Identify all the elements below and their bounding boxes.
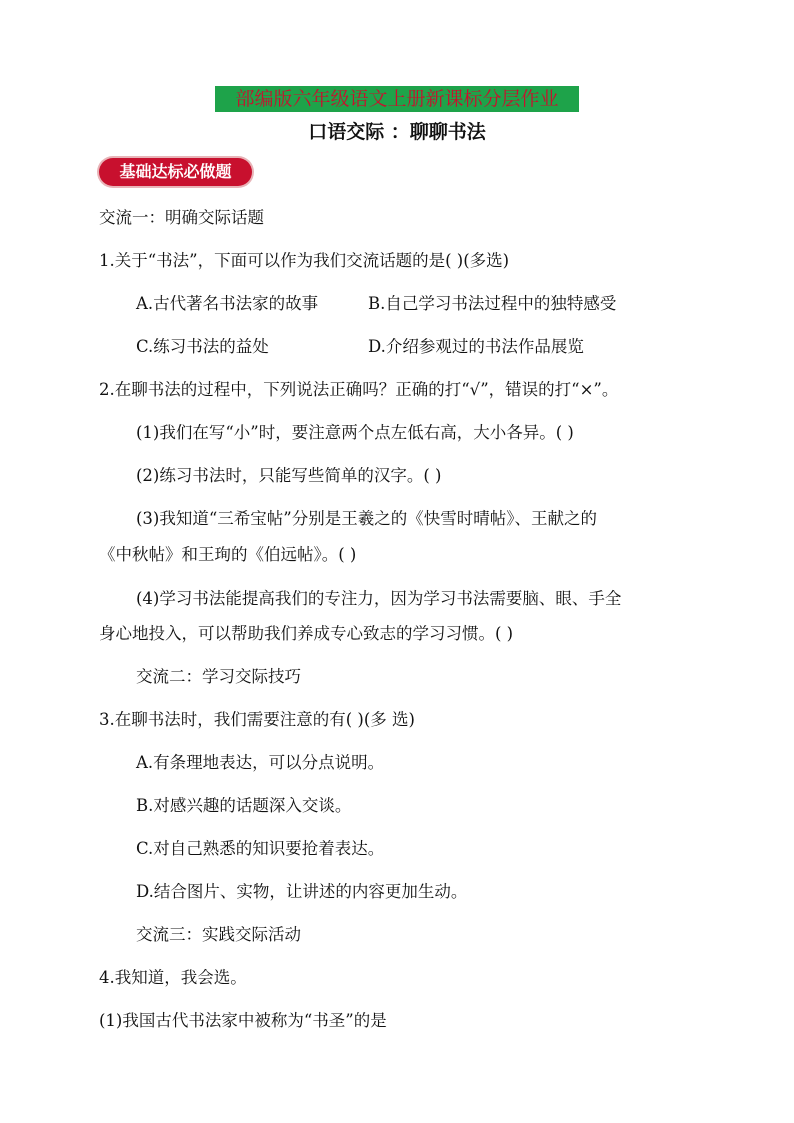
question-3-option-b: B.对感兴趣的话题深入交谈。 xyxy=(136,796,352,815)
question-2-item-3-line-1: (3)我知道“三希宝帖”分别是王羲之的《快雪时晴帖》、王献之的 xyxy=(136,509,597,528)
question-1-option-a: A.古代著名书法家的故事 xyxy=(136,294,319,313)
question-2-item-2: (2)练习书法时，只能写些简单的汉字。( ) xyxy=(136,466,442,485)
question-3-option-d: D.结合图片、实物，让讲述的内容更加生动。 xyxy=(136,882,468,901)
question-2-item-1: (1)我们在写“小”时，要注意两个点左低右高，大小各异。( ) xyxy=(136,423,574,442)
question-1-option-c: C.练习书法的益处 xyxy=(136,337,269,356)
question-1-option-b: B.自己学习书法过程中的独特感受 xyxy=(368,294,617,313)
question-4-stem: 4.我知道，我会选。 xyxy=(99,968,247,987)
question-4-item-1: (1)我国古代书法家中被称为“书圣”的是 xyxy=(99,1011,387,1030)
section-heading-2: 交流二：学习交际技巧 xyxy=(136,667,301,686)
question-3-option-a: A.有条理地表达，可以分点说明。 xyxy=(136,753,385,772)
question-1-stem: 1.关于“书法”，下面可以作为我们交流话题的是( )(多选) xyxy=(99,251,510,270)
question-3-option-c: C.对自己熟悉的知识要抢着表达。 xyxy=(136,839,385,858)
question-2-item-4-line-2: 身心地投入，可以帮助我们养成专心致志的学习习惯。( ) xyxy=(99,624,514,643)
question-2-item-3-line-2: 《中秋帖》和王珣的《伯远帖》。( ) xyxy=(99,545,357,564)
question-2-stem: 2.在聊书法的过程中，下列说法正确吗？正确的打“√”，错误的打“×”。 xyxy=(99,380,619,399)
question-1-option-d: D.介绍参观过的书法作品展览 xyxy=(368,337,584,356)
section-badge: 基础达标必做题 xyxy=(99,158,252,186)
question-2-item-4-line-1: (4)学习书法能提高我们的专注力，因为学习书法需要脑、眼、手全 xyxy=(136,589,622,608)
section-heading-3: 交流三：实践交际活动 xyxy=(136,925,301,944)
question-3-stem: 3.在聊书法时，我们需要注意的有( )(多 选) xyxy=(99,710,415,729)
series-banner: 部编版六年级语文上册新课标分层作业 xyxy=(215,86,579,112)
page-title: 口语交际 ：聊聊书法 xyxy=(308,121,486,143)
section-heading-1: 交流一：明确交际话题 xyxy=(99,208,264,227)
